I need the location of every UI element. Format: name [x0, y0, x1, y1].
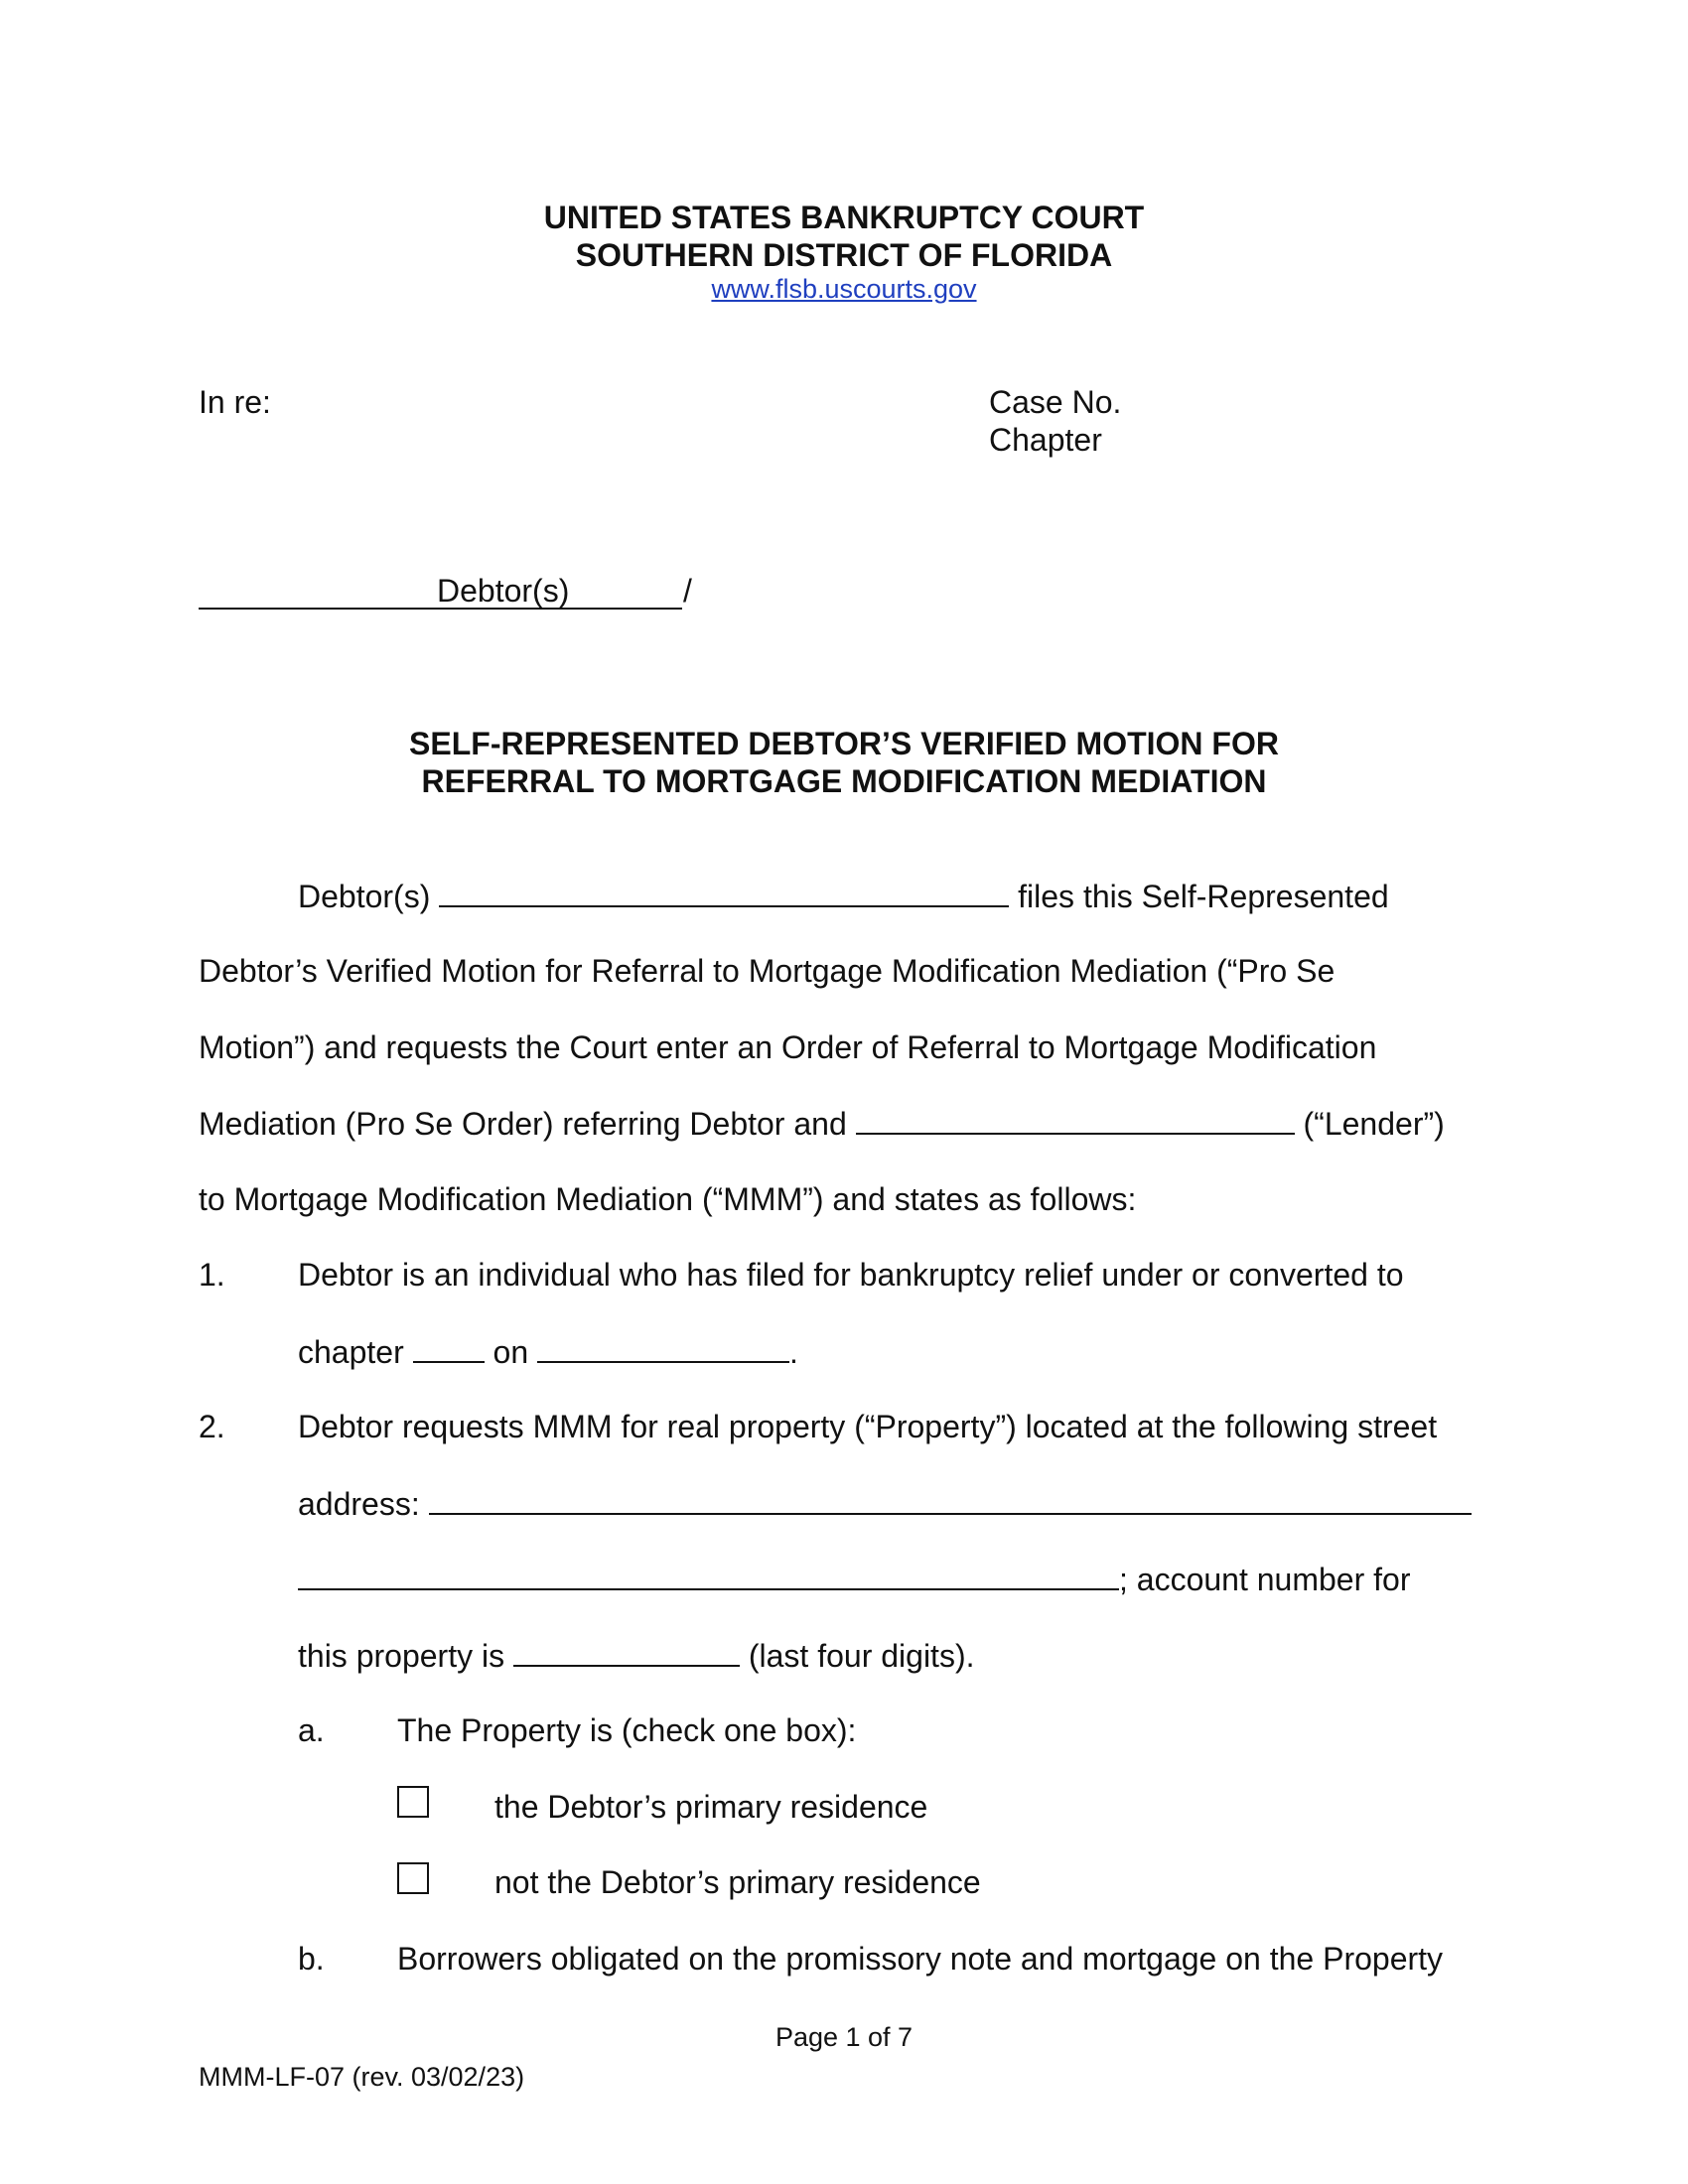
sub-a-label: a.: [298, 1712, 325, 1748]
court-name: UNITED STATES BANKRUPTCY COURT: [543, 200, 1145, 235]
item2-line1: Debtor requests MMM for real property (“Property”) located at the following street: [298, 1409, 1438, 1444]
not-primary-residence-label: not the Debtor’s primary residence: [494, 1864, 981, 1900]
sub-b-label: b.: [298, 1941, 325, 1977]
intro-line4: [199, 1103, 1445, 1144]
intro-line1: [298, 876, 1389, 916]
item2-account-line: [298, 1635, 974, 1676]
motion-title-line2: REFERRAL TO MORTGAGE MODIFICATION MEDIATION: [421, 763, 1267, 799]
debtor-name-field[interactable]: [439, 876, 1009, 907]
in-re-label: In re:: [199, 384, 271, 420]
district-name: SOUTHERN DISTRICT OF FLORIDA: [575, 237, 1113, 273]
item2-number: 2.: [199, 1409, 225, 1444]
intro-files-this: files this Self-Represented: [1018, 879, 1389, 914]
filing-date-field[interactable]: [537, 1331, 789, 1363]
intro-line5: to Mortgage Modification Mediation (“MMM”) and states as follows:: [199, 1181, 1137, 1217]
item1-line2: [298, 1331, 798, 1372]
caption-slash: /: [683, 573, 692, 609]
debtor-caption-label: Debtor(s): [437, 573, 570, 609]
court-website-link[interactable]: www.flsb.uscourts.gov: [711, 274, 977, 304]
item1-number: 1.: [199, 1257, 225, 1293]
primary-residence-checkbox[interactable]: [397, 1786, 429, 1818]
form-identifier: MMM-LF-07 (rev. 03/02/23): [199, 2062, 525, 2092]
intro-debtors-label: Debtor(s): [298, 879, 431, 914]
intro-line2: Debtor’s Verified Motion for Referral to Mortgage Modification Mediation (“Pro Se: [199, 953, 1336, 989]
sub-a-text: The Property is (check one box):: [397, 1712, 857, 1748]
primary-residence-label: the Debtor’s primary residence: [494, 1789, 928, 1825]
item1-on-label: on: [492, 1334, 529, 1370]
intro-lender-label: (“Lender”): [1303, 1106, 1445, 1142]
sub-b-text: Borrowers obligated on the promissory note and mortgage on the Property: [397, 1941, 1444, 1977]
item2-address-label: address:: [298, 1486, 420, 1522]
item2-address-line2: [298, 1559, 1410, 1599]
motion-title-line1: SELF-REPRESENTED DEBTOR’S VERIFIED MOTION FOR: [409, 726, 1279, 761]
intro-referring-text: Mediation (Pro Se Order) referring Debtor and: [199, 1106, 847, 1142]
item1-period: .: [789, 1334, 798, 1370]
item1-line1: Debtor is an individual who has filed for bankruptcy relief under or converted to: [298, 1257, 1404, 1293]
case-no-label: Case No.: [989, 384, 1122, 420]
chapter-label: Chapter: [989, 422, 1102, 458]
page-number: Page 1 of 7: [774, 2022, 914, 2052]
property-address-field-2[interactable]: [298, 1559, 1119, 1590]
lender-name-field[interactable]: [856, 1103, 1295, 1135]
item2-last-four-label: (last four digits).: [748, 1638, 975, 1674]
chapter-number-field[interactable]: [413, 1331, 485, 1363]
item2-account-label: ; account number for: [1119, 1562, 1411, 1597]
property-address-field[interactable]: [429, 1483, 1472, 1515]
account-last-four-field[interactable]: [513, 1635, 740, 1667]
item1-chapter-label: chapter: [298, 1334, 404, 1370]
item2-this-property: this property is: [298, 1638, 505, 1674]
not-primary-residence-checkbox[interactable]: [397, 1862, 429, 1894]
intro-line3: Motion”) and requests the Court enter an Order of Referral to Mortgage Modification: [199, 1029, 1377, 1065]
item2-address-line: [298, 1483, 1472, 1524]
